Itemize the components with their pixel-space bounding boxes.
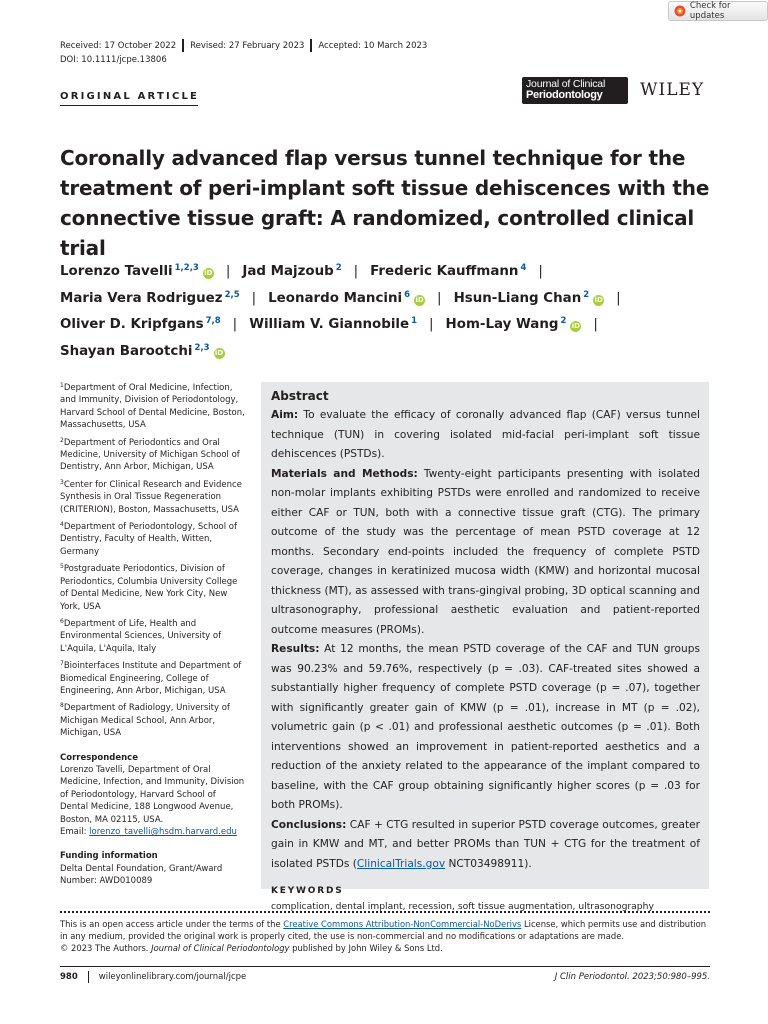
author-affiliation-sup: 1 <box>411 316 418 326</box>
license-divider <box>60 911 710 913</box>
email-link[interactable]: lorenzo_tavelli@hsdm.harvard.edu <box>89 827 237 837</box>
author-affiliation-sup: 6 <box>404 289 411 300</box>
author-name: Maria Vera Rodriguez <box>60 290 223 306</box>
article-type: ORIGINAL ARTICLE <box>60 91 200 102</box>
author-affiliation-sup: 2 <box>583 289 590 300</box>
author[interactable] <box>60 344 225 359</box>
date-separator <box>182 39 184 52</box>
journal-logo-line2: Periodontology <box>526 89 603 101</box>
author-affiliation-sup: 2 <box>335 263 342 273</box>
affiliations-column <box>60 380 246 888</box>
affiliation: $^6$Department of Life, Health and Environmental Sciences, University of L'Aquila, L'Aquila, Italy <box>60 617 222 654</box>
author-name: Leonardo Mancini <box>268 290 403 306</box>
abstract-conclusions: Conclusions: CAF + CTG resulted in superior PSTD coverage outcomes, greater gain in KMW and MT, and better PROMs than TUN + CTG for the treatment of isolated PSTDs (ClinicalTrials.gov NCT03498911). <box>271 818 700 870</box>
journal-url[interactable]: wileyonlinelibrary.com/journal/jcpe <box>98 972 247 982</box>
affiliation: $^1$Department of Oral Medicine, Infection, and Immunity, Division of Periodontology, Harvard School of Dental Medicine, Boston, Massachusetts, USA <box>60 382 245 431</box>
journal-logo-line1: Journal of Clinical <box>526 78 606 90</box>
article-title: Coronally advanced flap versus tunnel technique for the treatment of peri-implant soft tissue dehiscences with the connective tissue graft: A randomized, controlled clinical trial <box>60 146 710 260</box>
abstract-heading: Abstract <box>271 389 329 403</box>
author-name: Hsun-Liang Chan <box>453 290 582 306</box>
correspondence-heading: Correspondence <box>60 752 138 763</box>
author[interactable] <box>60 291 240 306</box>
author[interactable] <box>370 264 526 279</box>
doi[interactable]: DOI: 10.1111/jcpe.13806 <box>60 55 167 65</box>
author-name: Oliver D. Kripfgans <box>60 317 204 332</box>
update-badge-icon <box>674 5 686 17</box>
keywords-heading: KEYWORDS <box>271 886 344 896</box>
correspondence-text: Lorenzo Tavelli, Department of Oral Medicine, Infection, and Immunity, Division of Periodontology, Harvard School of Dental Medicine, 188 Longwood Avenue, Boston, MA 02115, USA. <box>60 764 245 825</box>
affiliation: $^2$Department of Periodontics and Oral Medicine, University of Michigan School of Dentistry, Ann Arbor, Michigan, USA <box>60 436 240 473</box>
publisher-logo[interactable]: WILEY <box>640 80 705 100</box>
correspondence-email-line: Email: lorenzo_tavelli@hsdm.harvard.edu <box>60 827 237 837</box>
affiliation: $^4$Department of Periodontology, School of Dentistry, Faculty of Health, Witten, Germany <box>60 521 237 557</box>
received-date: Received: 17 October 2022 <box>60 40 177 51</box>
author-affiliation-sup: 4 <box>520 263 527 273</box>
abstract-box <box>261 382 709 912</box>
orcid-icon[interactable]: iD <box>204 269 213 277</box>
footer-separator <box>88 971 89 983</box>
license-text: This is an open access article under the terms of the Creative Commons Attribution-NonCommercial-NoDerivs License, which permits use and distribution in any medium, provided the original work is properly cited, the use is non-commercial and no modifications or adaptations are made. <box>60 919 707 942</box>
check-for-updates-button[interactable] <box>668 1 768 21</box>
author-affiliation-sup: 1,2,3 <box>174 263 199 273</box>
author-name: Shayan Barootchi <box>60 343 193 359</box>
author[interactable] <box>60 264 214 279</box>
orcid-icon[interactable]: iD <box>571 322 580 330</box>
author[interactable] <box>242 264 341 279</box>
abstract-aim: Aim: To evaluate the efficacy of coronally advanced flap (CAF) versus tunnel technique (TUN) in covering isolated mid-facial peri-implant soft tissue dehiscences (PSTDs). <box>271 409 700 460</box>
affiliation: $^7$Biointerfaces Institute and Department of Biomedical Engineering, College of Engineering, Ann Arbor, Michigan, USA <box>60 660 242 696</box>
abstract-results: Results: At 12 months, the mean PSTD coverage of the CAF and TUN groups was 90.23% and 59.76%, respectively (p = .03). CAF-treated sites showed a substantially higher frequency of complete PSTD coverage (p = .07), together with significantly greater gain of KMW (p = .01), increase in MT (p = .02), volumetric gain (p < .01) and professional aesthetic outcomes (p = .01). Both interventions showed an improvement in patient-reported aesthetics and a reduction of the anxiety related to the appearance of the implant compared to baseline, with the CAF group obtaining significantly higher scores (p = .03 for both PROMs). <box>271 643 700 811</box>
author-affiliation-sup: 2,3 <box>194 342 210 353</box>
abstract-body <box>271 406 700 874</box>
copyright-line: © 2023 The Authors. Journal of Clinical Periodontology published by John Wiley & Sons Ltd. <box>60 943 443 954</box>
author[interactable] <box>454 291 605 306</box>
accepted-date: Accepted: 10 March 2023 <box>318 40 428 51</box>
affiliation: $^3$Center for Clinical Research and Evidence Synthesis in Oral Tissue Regeneration (CRITERION), Boston, Massachusetts, USA <box>60 478 242 515</box>
author-name: Hom-Lay Wang <box>445 317 559 332</box>
funding-text: Delta Dental Foundation, Grant/Award Number: AWD010089 <box>60 863 223 887</box>
author[interactable] <box>446 317 582 332</box>
author[interactable] <box>249 317 417 332</box>
license-notice <box>60 918 710 955</box>
author-affiliation-sup: 2 <box>560 316 567 326</box>
journal-logo[interactable] <box>522 77 628 104</box>
author-name: William V. Giannobile <box>249 317 410 332</box>
keywords-list: complication, dental implant, recession, soft tissue augmentation, ultrasonography <box>271 901 654 912</box>
date-separator <box>310 39 312 52</box>
check-for-updates-label: Check for updates <box>689 1 731 21</box>
affiliation: $^5$Postgraduate Periodontics, Division of Periodontics, Columbia University College of Dental Medicine, New York City, New York, USA <box>60 563 238 612</box>
affiliation: $^8$Department of Radiology, University of Michigan Medical School, Ann Arbor, Michigan, USA <box>60 702 230 739</box>
clinicaltrials-link[interactable]: ClinicalTrials.gov <box>356 857 446 870</box>
revised-date: Revised: 27 February 2023 <box>190 40 305 51</box>
article-type-rule <box>60 105 198 106</box>
orcid-icon[interactable]: iD <box>214 348 224 357</box>
abstract-methods: Materials and Methods: Twenty-eight participants presenting with isolated non-molar implants exhibiting PSTDs were enrolled and randomized to receive either CAF or TUN, both with a connective tissue graft (CTG). The primary outcome of the study was the percentage of mean PSTD coverage at 12 months. Secondary end-points included the frequency of complete PSTD coverage, changes in keratinized mucosa width (KMW) and horizontal mucosal thickness (MT), as assessed with trans-gingival probing, 3D optical scanning and ultrasonography, professional aesthetic evaluation and patient-reported outcome measures (PROMs). <box>271 467 701 636</box>
orcid-icon[interactable]: iD <box>415 295 424 304</box>
orcid-icon[interactable]: iD <box>594 295 603 304</box>
author-name: Lorenzo Tavelli <box>60 264 173 279</box>
author[interactable] <box>60 317 221 332</box>
author-name: Frederic Kauffmann <box>370 264 519 279</box>
funding-heading: Funding information <box>60 851 158 862</box>
author[interactable] <box>268 291 425 306</box>
author-list: Lorenzo Tavelli $^{1,2,3}$ iD | Jad Majzoub $^2$ | Frederic Kauffmann $^4$ | Maria Vera Rodriguez $^{2,5}$ | Leonardo Mancini $^6$ iD | Hsun-Liang Chan $^2$ iD | Oliver D. Kripfgans $^{7,8}$ | William V. Giannobile $^1$ | Hom-Lay Wang $^2$ iD | Shayan Barootchi $^{2,3}$ iD <box>60 263 621 359</box>
author-name: Jad Majzoub <box>242 264 334 279</box>
author-affiliation-sup: 7,8 <box>205 316 221 326</box>
author-affiliation-sup: 2,5 <box>224 289 240 300</box>
page-number: 980 <box>60 972 78 982</box>
cc-license-link[interactable]: Creative Commons Attribution-NonCommercial-NoDerivs <box>283 919 522 929</box>
page-footer <box>60 971 710 983</box>
article-dates <box>60 39 427 52</box>
footer-rule <box>60 966 710 967</box>
journal-citation: J Clin Periodontol. 2023;50:980–995. <box>554 972 710 982</box>
